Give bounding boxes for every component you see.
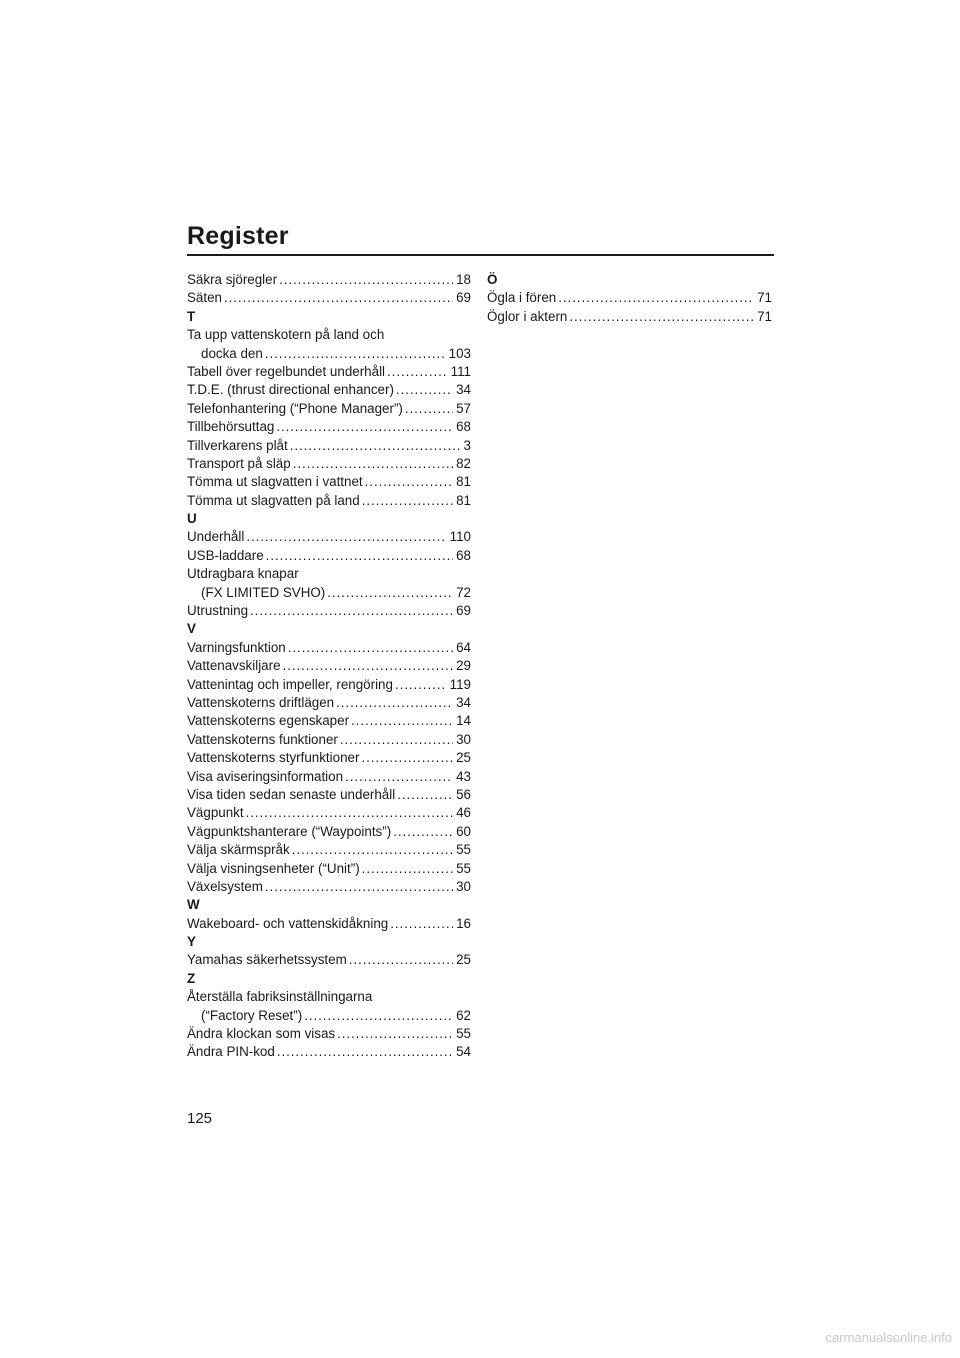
dot-leader (390, 915, 453, 933)
index-entry-page: 62 (456, 1007, 471, 1023)
dot-leader (362, 492, 453, 510)
index-section-letter: Y (187, 934, 196, 950)
index-entry-text: Öglor i aktern (487, 308, 568, 324)
dot-leader (279, 271, 453, 289)
index-entry-text: Visa aviseringsinformation (187, 768, 344, 784)
index-entry-text: Växelsystem (187, 878, 263, 894)
index-entry (187, 271, 471, 289)
index-entry-page: 69 (456, 290, 471, 306)
index-entry-text: Wakeboard- och vattenskidåkning (187, 915, 389, 931)
index-entry (187, 841, 471, 859)
index-entry-page: 25 (456, 952, 471, 968)
title-rule (187, 254, 774, 256)
dot-leader (365, 473, 453, 491)
index-entry (187, 437, 471, 455)
index-entry-page: 18 (456, 272, 471, 287)
index-entry-page: 25 (456, 750, 471, 766)
index-entry-page: 55 (456, 860, 471, 876)
index-entry (187, 547, 471, 565)
index-entry-page: 56 (456, 786, 471, 802)
index-entry-page: 30 (456, 878, 471, 894)
index-entry-text: Ändra klockan som visas (187, 1026, 336, 1042)
index-entry (187, 1043, 471, 1061)
index-entry-page: 71 (757, 308, 772, 324)
index-section-letter: U (187, 511, 197, 527)
dot-leader (351, 712, 453, 730)
dot-leader (265, 878, 453, 896)
index-entry-text: Välja skärmspråk (187, 842, 290, 858)
index-entry-page: 43 (456, 768, 471, 784)
index-entry (187, 473, 471, 491)
watermark: carmanualsonline.info (825, 1330, 952, 1345)
index-entry-page: 111 (450, 363, 471, 379)
index-entry-page: 55 (456, 842, 471, 858)
index-entry (187, 860, 471, 878)
index-entry-page: 81 (456, 492, 471, 508)
dot-leader (327, 584, 453, 602)
index-entry-text: Ändra PIN-kod (187, 1044, 275, 1060)
index-entry-page: 69 (456, 603, 471, 619)
index-entry (187, 694, 471, 712)
dot-leader (250, 602, 453, 620)
dot-leader (405, 400, 453, 418)
index-entry-page: 29 (456, 658, 471, 674)
index-entry (187, 602, 471, 620)
index-entry-page: 64 (456, 639, 471, 655)
dot-leader (396, 381, 453, 399)
index-entry (487, 289, 772, 307)
dot-leader (283, 657, 454, 675)
index-entry-heading: Återställa fabriksinställningarna (187, 989, 373, 1005)
index-entry-text: Yamahas säkerhetssystem (187, 952, 347, 968)
index-entry-page: 30 (456, 731, 471, 747)
index-entry (187, 363, 471, 381)
index-entry (487, 308, 772, 326)
index-entry (187, 381, 471, 399)
index-entry-text: Tömma ut slagvatten i vattnet (187, 474, 363, 490)
index-entry (187, 915, 471, 933)
index-section-letter: V (187, 621, 196, 637)
dot-leader (290, 437, 461, 455)
index-entry-page: 14 (456, 713, 471, 729)
dot-leader (292, 841, 453, 859)
index-entry (187, 786, 471, 804)
index-entry (187, 345, 471, 363)
dot-leader (558, 289, 754, 307)
index-entry-page: 103 (448, 345, 471, 361)
index-entry-text: Vägpunkt (187, 805, 244, 821)
index-entry-page: 16 (456, 915, 471, 931)
dot-leader (304, 1007, 453, 1025)
index-entry-page: 68 (456, 547, 471, 563)
index-entry-text: Vägpunktshanterare (“Waypoints”) (187, 823, 392, 839)
index-entry-text: Vattenskoterns funktioner (187, 731, 338, 747)
index-entry (187, 951, 471, 969)
index-entry-page: 57 (456, 400, 471, 416)
index-entry-text: Tillbehörsuttag (187, 419, 275, 435)
index-entry-text: docka den (201, 345, 263, 361)
dot-leader (224, 289, 453, 307)
index-entry-text: Vattenintag och impeller, rengöring (187, 676, 393, 692)
index-entry (187, 639, 471, 657)
index-entry-page: 60 (456, 823, 471, 839)
index-entry (187, 878, 471, 896)
index-entry (187, 657, 471, 675)
index-column-right (487, 271, 772, 326)
index-column-left (187, 271, 471, 1062)
index-entry (187, 731, 471, 749)
index-section-letter: W (187, 897, 200, 913)
index-entry-page: 81 (456, 474, 471, 490)
index-entry-page: 82 (456, 455, 471, 471)
index-entry (187, 289, 471, 307)
dot-leader (387, 363, 448, 381)
index-section-letter: Ö (487, 272, 498, 287)
index-entry (187, 768, 471, 786)
index-section-letter: T (187, 308, 196, 324)
index-entry-text: (“Factory Reset”) (201, 1007, 303, 1023)
dot-leader (336, 694, 453, 712)
index-entry-page: 46 (456, 805, 471, 821)
dot-leader (288, 639, 453, 657)
dot-leader (337, 1025, 453, 1043)
dot-leader (246, 528, 446, 546)
index-entry-text: T.D.E. (thrust directional enhancer) (187, 382, 394, 398)
index-entry (187, 400, 471, 418)
dot-leader (266, 547, 453, 565)
index-entry (187, 804, 471, 822)
page-number: 125 (187, 1110, 213, 1127)
dot-leader (276, 418, 453, 436)
index-entry (187, 1025, 471, 1043)
index-entry-text: Vattenskoterns driftlägen (187, 694, 335, 710)
dot-leader (393, 823, 453, 841)
index-entry-text: Utrustning (187, 603, 249, 619)
index-entry-heading: Utdragbara knapar (187, 566, 299, 582)
dot-leader (395, 676, 447, 694)
dot-leader (265, 345, 446, 363)
index-entry (187, 749, 471, 767)
dot-leader (293, 455, 453, 473)
index-entry-text: (FX LIMITED SVHO) (201, 584, 326, 600)
dot-leader (277, 1043, 453, 1061)
index-entry-heading: Ta upp vattenskotern på land och (187, 327, 385, 343)
index-entry (187, 584, 471, 602)
dot-leader (361, 749, 453, 767)
index-entry-text: Välja visningsenheter (“Unit”) (187, 860, 360, 876)
index-entry (187, 528, 471, 546)
index-entry-page: 34 (456, 694, 471, 710)
dot-leader (362, 860, 453, 878)
dot-leader (246, 804, 454, 822)
index-entry-text: Telefonhantering (“Phone Manager”) (187, 400, 403, 416)
index-entry (187, 492, 471, 510)
index-entry-page: 119 (449, 676, 471, 692)
dot-leader (349, 951, 453, 969)
page-title: Register (187, 222, 289, 250)
index-entry-text: Visa tiden sedan senaste underhåll (187, 786, 396, 802)
index-entry-text: Tillverkarens plåt (187, 437, 288, 453)
index-entry (187, 676, 471, 694)
index-entry-text: Transport på släp (187, 455, 291, 471)
index-entry-text: Vattenskoterns egenskaper (187, 713, 350, 729)
dot-leader (569, 308, 754, 326)
index-entry (187, 823, 471, 841)
index-entry (187, 1007, 471, 1025)
index-entry-page: 54 (456, 1044, 471, 1060)
index-entry (187, 418, 471, 436)
index-entry-text: Underhåll (187, 529, 245, 545)
dot-leader (340, 731, 453, 749)
dot-leader (345, 768, 453, 786)
index-entry-text: Vattenavskiljare (187, 658, 281, 674)
index-entry-text: USB-laddare (187, 547, 264, 563)
index-entry-text: Vattenskoterns styrfunktioner (187, 750, 360, 766)
index-entry-text: Tömma ut slagvatten på land (187, 492, 360, 508)
index-entry-page: 55 (456, 1026, 471, 1042)
index-entry-text: Tabell över regelbundet underhåll (187, 363, 386, 379)
index-entry-page: 72 (456, 584, 471, 600)
index-entry (187, 455, 471, 473)
index-entry-page: 71 (757, 290, 772, 306)
index-entry-page: 3 (463, 437, 471, 453)
dot-leader (397, 786, 453, 804)
index-entry-page: 110 (449, 529, 471, 545)
index-section-letter: Z (187, 970, 196, 986)
index-entry-text: Varningsfunktion (187, 639, 286, 655)
index-entry-text: Ögla i fören (487, 290, 557, 306)
index-entry-text: Säkra sjöregler (187, 272, 278, 287)
index-entry-text: Säten (187, 290, 222, 306)
index-entry-page: 68 (456, 419, 471, 435)
index-entry (187, 712, 471, 730)
index-entry-page: 34 (456, 382, 471, 398)
